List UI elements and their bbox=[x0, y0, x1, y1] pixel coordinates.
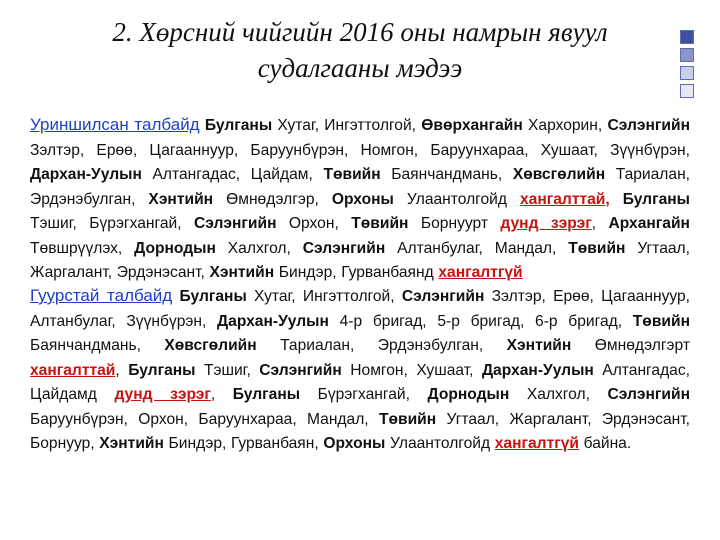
moisture-level: дунд зэрэг bbox=[114, 386, 211, 403]
region-name: Дархан-Уулын bbox=[217, 312, 329, 330]
body-text: Угтаал, Жаргалант, Эрдэнэсант, bbox=[30, 239, 690, 281]
moisture-level: хангалттай, bbox=[520, 190, 610, 208]
slide-title-line-1: 2. Хөрсний чийгийн 2016 оны намрын явуул bbox=[112, 17, 608, 47]
moisture-level: хангалтгүй bbox=[438, 264, 523, 281]
body-text: Улаантолгойд bbox=[393, 190, 520, 208]
region-name: Булганы bbox=[204, 117, 273, 134]
square-icon bbox=[680, 30, 694, 44]
region-name: Сэлэнгийн bbox=[607, 117, 690, 134]
body-text: Баянчандмань, bbox=[380, 166, 513, 183]
body-text: Борнуурт bbox=[408, 215, 501, 232]
region-name: Төвийн bbox=[378, 410, 437, 428]
region-name: Булганы bbox=[128, 361, 196, 379]
decorative-squares bbox=[680, 30, 702, 102]
region-name: Орхоны bbox=[331, 190, 394, 208]
body-text: Тэшиг, bbox=[195, 361, 260, 379]
body-text: Халхгол, bbox=[509, 386, 608, 403]
region-name: Төвийн bbox=[632, 312, 690, 330]
region-name: Төвийн bbox=[568, 239, 626, 257]
region-name: Орхоны bbox=[323, 435, 386, 452]
body-text: Хутаг, Ингэттолгой, bbox=[246, 288, 402, 305]
body-text: Улаантолгойд bbox=[385, 435, 495, 452]
region-name: Хэнтийн bbox=[148, 190, 214, 208]
region-name: Сэлэнгийн bbox=[607, 386, 690, 403]
section-heading-fallow: Уриншилсан талбайд bbox=[30, 115, 200, 134]
body-text: Бүрэгхангай, bbox=[300, 386, 428, 403]
slide-title-line-2: судалгааны мэдээ bbox=[257, 53, 463, 83]
section-body bbox=[30, 288, 690, 452]
body-text: Алтанбулаг, Мандал, bbox=[385, 239, 569, 257]
body-text: Тариалан, Эрдэнэбулган, bbox=[256, 337, 507, 354]
slide-title bbox=[30, 14, 690, 86]
moisture-level: хангалтгүй bbox=[494, 435, 579, 452]
moisture-level: дунд зэрэг bbox=[500, 215, 592, 232]
body-text: Халхгол, bbox=[215, 239, 303, 257]
region-name: Булганы bbox=[622, 190, 690, 208]
section-stubble-fields bbox=[30, 284, 690, 457]
body-text: Зэлтэр, Ерөө, Цагааннуур, Алтанбулаг, Зүүнбүрэн, bbox=[30, 288, 691, 330]
region-name: Булганы bbox=[179, 288, 247, 305]
region-name: Өвөрхангайн bbox=[421, 117, 523, 134]
section-body bbox=[30, 117, 690, 281]
body-text: Баруунбүрэн, Орхон, Баруунхараа, Мандал, bbox=[30, 410, 379, 428]
body-text: Өмнөдэлгэр, bbox=[213, 190, 332, 208]
region-name: Төвийн bbox=[323, 166, 381, 183]
region-name: Сэлэнгийн bbox=[302, 239, 386, 257]
region-name: Хэнтийн bbox=[99, 435, 164, 452]
region-name: Дархан-Уулын bbox=[30, 166, 142, 183]
body-text: Алтангадас, Цайдамд bbox=[30, 361, 690, 403]
region-name: Сэлэнгийн bbox=[401, 288, 485, 305]
body-text: Угтаал, Жаргалант, Эрдэнэсант, Борнуур, bbox=[30, 410, 690, 452]
body-text: Зэлтэр, Ерөө, Цагааннуур, Баруунбүрэн, Номгон, Баруунхараа, Хушаат, Зүүнбүрэн, bbox=[30, 141, 690, 159]
body-text: Баянчандмань, bbox=[30, 337, 165, 354]
section-heading-stubble: Гуурстай талбайд bbox=[30, 286, 173, 305]
region-name: Хөвсгөлийн bbox=[164, 337, 257, 354]
body-text: Өмнөдэлгэрт bbox=[571, 337, 690, 354]
region-name: Архангайн bbox=[608, 215, 690, 232]
body-text: Биндэр, Гурванбаянд bbox=[274, 264, 439, 281]
region-name: Дорнодын bbox=[134, 239, 216, 257]
square-icon bbox=[680, 66, 694, 80]
region-name: Төвийн bbox=[351, 215, 409, 232]
body-text bbox=[610, 191, 623, 208]
moisture-level: хангалттай bbox=[30, 361, 116, 379]
region-name: Булганы bbox=[232, 386, 301, 403]
square-icon bbox=[680, 48, 694, 62]
body-text: Тариалан, Эрдэнэбулган, bbox=[30, 166, 691, 208]
body-text: , bbox=[210, 386, 233, 403]
body-text: Биндэр, Гурванбаян, bbox=[163, 435, 324, 452]
body-text: Хархорин, bbox=[522, 117, 608, 134]
region-name: Сэлэнгийн bbox=[193, 215, 277, 232]
region-name: Дархан-Уулын bbox=[481, 361, 594, 379]
region-name: Хэнтийн bbox=[506, 337, 572, 354]
body-text: Алтангадас, Цайдам, bbox=[141, 166, 324, 183]
region-name: Дорнодын bbox=[427, 386, 510, 403]
region-name: Хөвсгөлийн bbox=[512, 166, 606, 183]
body-text: , bbox=[115, 361, 129, 379]
body-text: Орхон, bbox=[276, 215, 352, 232]
body-text: , bbox=[591, 215, 609, 232]
body-text: байна. bbox=[578, 435, 632, 452]
body-text: Тэшиг, Бүрэгхангай, bbox=[30, 215, 194, 232]
square-icon bbox=[680, 84, 694, 98]
region-name: Хэнтийн bbox=[209, 264, 275, 281]
body-text: Номгон, Хушаат, bbox=[341, 361, 482, 379]
section-fallow-fields bbox=[30, 113, 690, 286]
region-name: Сэлэнгийн bbox=[259, 361, 342, 379]
body-text: Хутаг, Ингэттолгой, bbox=[272, 117, 422, 134]
body-text: 4-р бригад, 5-р бригад, 6-р бригад, bbox=[328, 312, 633, 330]
body-text: Төвшрүүлэх, bbox=[30, 239, 135, 257]
